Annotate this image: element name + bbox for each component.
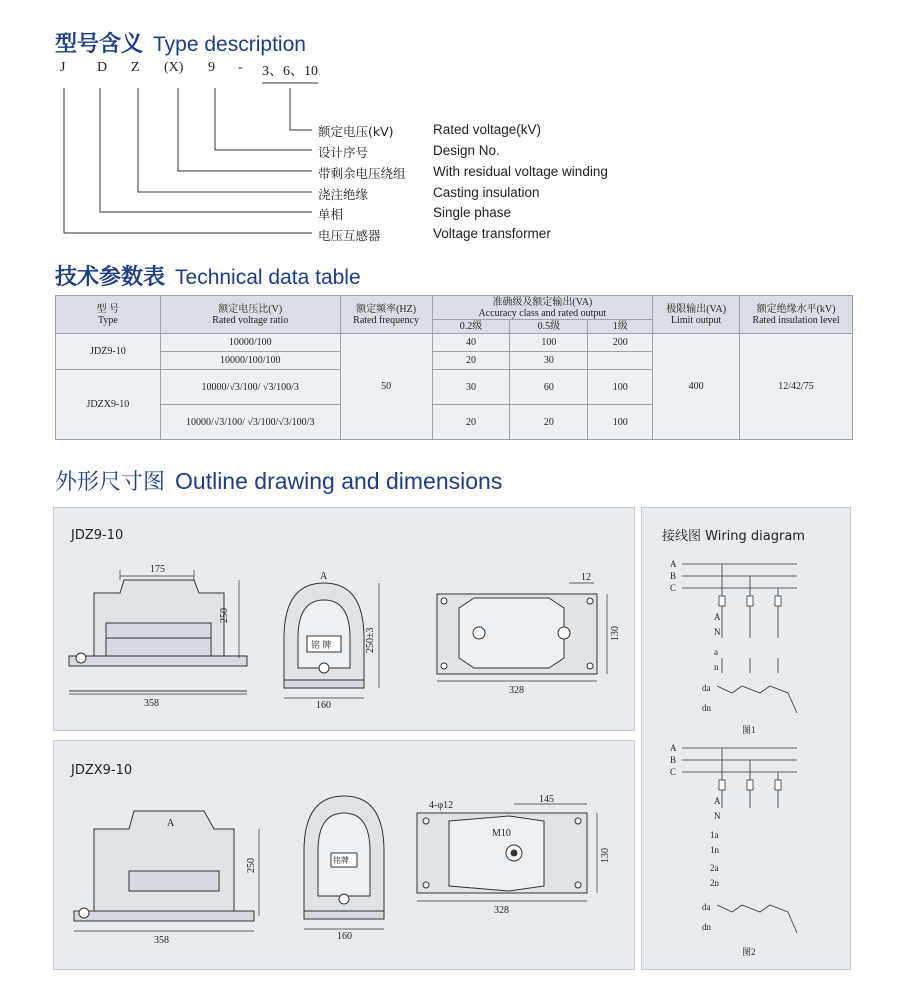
code-d: D <box>97 60 108 75</box>
cell-c1: 100 <box>588 370 653 405</box>
phase-label: B <box>670 755 677 765</box>
dim-side-base: 160 <box>316 700 331 711</box>
dim-height: 250 <box>246 858 257 873</box>
heading-en: Outline drawing and dimensions <box>175 468 503 494</box>
cell-c1: 100 <box>588 405 653 440</box>
phase-label: A <box>670 559 677 569</box>
dim-holes: 4-φ12 <box>429 800 454 811</box>
code-z: Z <box>131 60 140 75</box>
wiring-diagrams <box>642 508 850 969</box>
header-class-02: 0.2级 <box>432 320 510 334</box>
terminal-label: 1n <box>710 845 719 855</box>
legend-en: Rated voltage(kV) <box>433 122 542 137</box>
header-frequency: 额定频率(HZ) Rated frequency <box>340 296 432 334</box>
code-voltage: 3、6、10 <box>262 64 318 79</box>
legend-cn: 额定电压(kV) <box>318 124 394 139</box>
nameplate: 铭 牌 <box>311 640 332 650</box>
dim-top: 175 <box>150 564 165 575</box>
cell-ratio: 10000/100 <box>160 334 340 352</box>
cell-c02: 30 <box>432 370 510 405</box>
dim-thread: M10 <box>492 828 511 839</box>
panel-title: JDZ9-10 <box>71 528 124 543</box>
outline-drawing-jdz9 <box>54 508 634 730</box>
cell-c02: 20 <box>432 352 510 370</box>
terminal-label: da <box>702 683 711 693</box>
legend-cn: 电压互感器 <box>318 228 381 243</box>
label-a: A <box>167 818 175 829</box>
dim-height: 250 <box>219 608 230 623</box>
terminal-label: da <box>702 902 711 912</box>
dim-side-base: 160 <box>337 931 352 942</box>
dim-plan-len: 328 <box>494 905 509 916</box>
fig-caption: 图1 <box>742 725 756 735</box>
dim-plan-len: 328 <box>509 685 524 696</box>
dim-plan-w: 130 <box>600 848 611 863</box>
heading-cn: 外形尺寸图 <box>55 470 166 495</box>
header-class-1: 1级 <box>588 320 653 334</box>
terminal-label: 1a <box>710 830 719 840</box>
terminal-label: 2a <box>710 863 719 873</box>
phase-label: C <box>670 583 677 593</box>
legend-en: Casting insulation <box>433 185 540 200</box>
terminal-label: n <box>714 662 719 672</box>
outline-drawing-jdzx9 <box>54 741 634 969</box>
terminal-label: a <box>714 647 718 657</box>
heading-cn: 技术参数表 <box>55 265 166 290</box>
terminal-label: 2n <box>710 878 719 888</box>
legend-en: Single phase <box>433 205 512 220</box>
terminal-label: A <box>714 612 721 622</box>
heading-cn: 型号含义 <box>55 32 144 57</box>
phase-label: A <box>670 743 677 753</box>
legend-cn: 设计序号 <box>318 145 369 160</box>
wiring-title: 接线图 Wiring diagram <box>662 529 805 544</box>
cell-c02: 40 <box>432 334 510 352</box>
technical-data-heading <box>55 260 361 291</box>
cell-insulation: 12/42/75 <box>740 334 853 440</box>
legend-cn: 单相 <box>318 207 344 222</box>
legend-en: Design No. <box>433 143 500 158</box>
cell-c05: 20 <box>510 405 588 440</box>
terminal-label: N <box>714 627 721 637</box>
header-type: 型 号 Type <box>56 296 161 334</box>
cell-ratio: 10000/√3/100/ √3/100/√3/100/3 <box>160 405 340 440</box>
code-x: (X) <box>164 60 184 75</box>
legend-cn: 带剩余电压绕组 <box>318 166 406 181</box>
phase-label: B <box>670 571 677 581</box>
fig-caption: 图2 <box>742 947 756 957</box>
terminal-label: N <box>714 811 721 821</box>
dim-base: 358 <box>144 698 159 709</box>
legend-en: With residual voltage winding <box>433 164 608 179</box>
outline-heading <box>55 465 502 496</box>
header-insulation: 额定绝缘水平(kV) Rated insulation level <box>740 296 853 334</box>
terminal-label: dn <box>702 922 711 932</box>
cell-limit: 400 <box>653 334 740 440</box>
dim-side-height: 250±3 <box>365 627 376 653</box>
cell-c05: 60 <box>510 370 588 405</box>
header-class-05: 0.5级 <box>510 320 588 334</box>
cell-c05: 30 <box>510 352 588 370</box>
panel-title: JDZX9-10 <box>71 763 133 778</box>
panel-jdz9 <box>53 507 635 731</box>
header-accuracy: 准确级及额定输出(VA) Accuracy class and rated output <box>432 296 653 320</box>
cell-ratio: 10000/100/100 <box>160 352 340 370</box>
cell-frequency: 50 <box>340 334 432 440</box>
phase-label: C <box>670 767 677 777</box>
nameplate: 铭牌 <box>333 856 349 865</box>
dim-plan-off: 145 <box>539 794 554 805</box>
cell-c1 <box>588 352 653 370</box>
heading-en: Type description <box>153 33 306 56</box>
cell-ratio: 10000/√3/100/ √3/100/3 <box>160 370 340 405</box>
terminal-label: dn <box>702 703 711 713</box>
legend-en: Voltage transformer <box>433 226 551 241</box>
code-dash: - <box>238 60 243 75</box>
dim-plan-w: 130 <box>610 626 621 641</box>
cell-type: JDZX9-10 <box>56 370 161 440</box>
terminal-label: A <box>714 796 721 806</box>
technical-data-table <box>55 295 853 440</box>
cell-c02: 20 <box>432 405 510 440</box>
header-limit: 极限输出(VA) Limit output <box>653 296 740 334</box>
cell-c05: 100 <box>510 334 588 352</box>
header-ratio: 额定电压比(V) Rated voltage ratio <box>160 296 340 334</box>
legend-cn: 浇注绝缘 <box>318 187 369 202</box>
dim-plan-off: 12 <box>581 572 591 583</box>
heading-en: Technical data table <box>175 266 361 289</box>
cell-type: JDZ9-10 <box>56 334 161 370</box>
dim-base: 358 <box>154 935 169 946</box>
panel-jdzx9 <box>53 740 635 970</box>
code-9: 9 <box>208 60 215 75</box>
label-a: A <box>320 571 328 582</box>
cell-c1: 200 <box>588 334 653 352</box>
panel-wiring <box>641 507 851 970</box>
code-j: J <box>60 60 66 75</box>
